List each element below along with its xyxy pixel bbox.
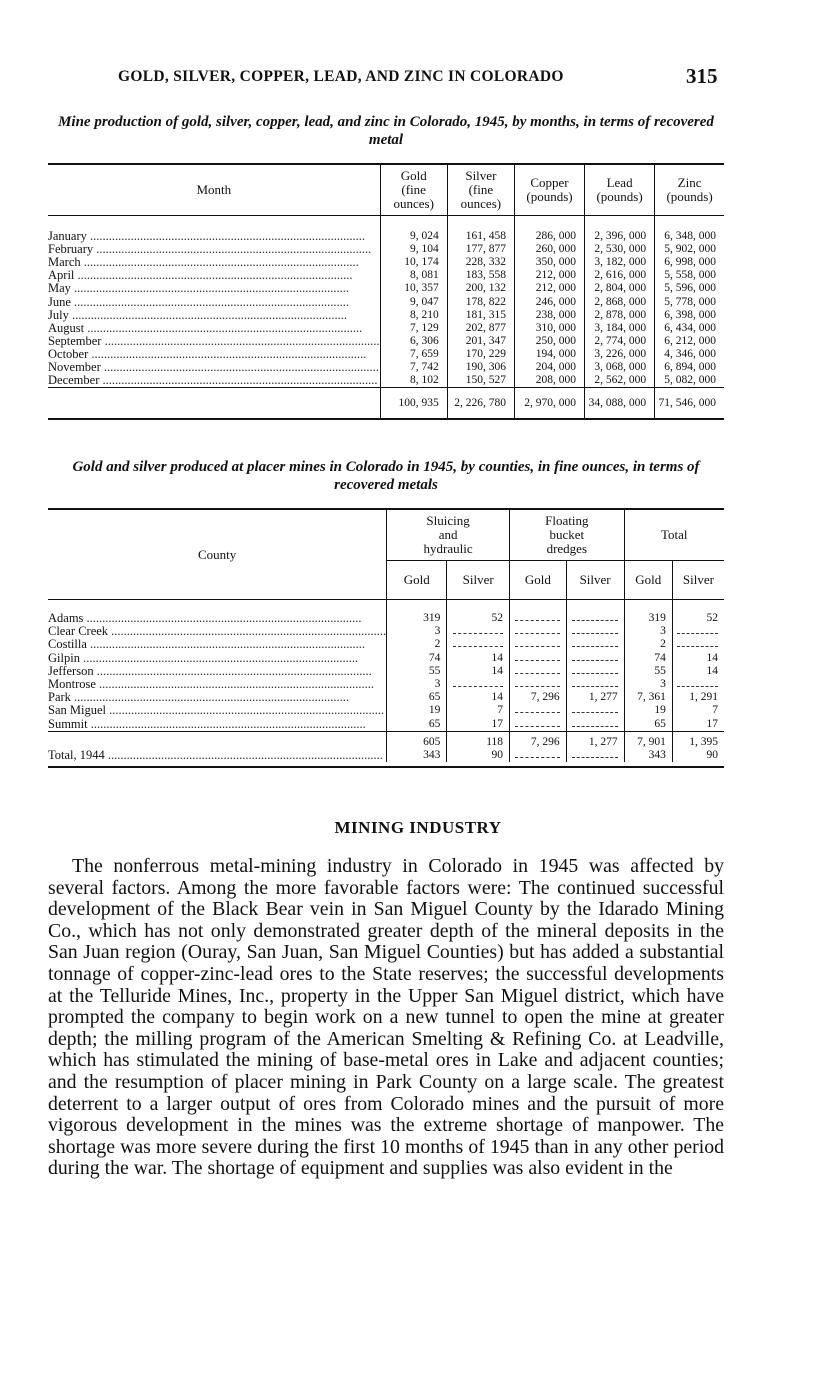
gold-cell: 8, 102 [380, 374, 447, 388]
table1-end-rule [48, 418, 724, 419]
sum-sluicing-gold: 605 [387, 731, 447, 749]
floating-gold-cell [510, 652, 567, 665]
y1944-total-silver: 90 [672, 749, 724, 762]
empty-dash [572, 626, 618, 634]
zinc-cell: 5, 596, 000 [655, 282, 724, 295]
copper-cell: 238, 000 [514, 309, 584, 322]
silver-cell: 200, 132 [447, 282, 514, 295]
sluicing-silver-cell: 17 [447, 718, 510, 732]
gold-cell: 9, 104 [380, 243, 447, 256]
total-header: Total [624, 509, 724, 561]
sluicing-silver-cell: 14 [447, 665, 510, 678]
copper-header: Copper (pounds) [514, 164, 584, 216]
month-row [48, 243, 724, 256]
floating-silver-cell [566, 678, 624, 691]
month-row [48, 348, 724, 361]
empty-dash [572, 666, 618, 674]
zinc-cell: 4, 346, 000 [655, 348, 724, 361]
total-gold: 100, 935 [380, 388, 447, 419]
empty-dash [515, 679, 560, 687]
county-cell: Adams ..... [48, 600, 387, 626]
empty-dash [677, 679, 718, 687]
county-header: County [48, 509, 387, 600]
empty-dash [572, 613, 618, 621]
floating-silver-cell [566, 704, 624, 717]
sum-total-gold: 7, 901 [624, 731, 672, 749]
total-gold-cell: 2 [624, 638, 672, 651]
lead-cell: 2, 396, 000 [585, 216, 655, 244]
copper-cell: 260, 000 [514, 243, 584, 256]
sum-total-silver: 1, 395 [672, 731, 724, 749]
county-cell: Montrose ..... [48, 678, 387, 691]
month-row [48, 322, 724, 335]
floating-silver-cell [566, 718, 624, 732]
floating-gold-cell [510, 704, 567, 717]
floating-silver-cell [566, 638, 624, 651]
empty-dash [677, 639, 718, 647]
gold-cell: 10, 174 [380, 256, 447, 269]
silver-cell: 170, 229 [447, 348, 514, 361]
month-cell: August ..... [48, 322, 380, 335]
sluicing-silver-cell: 14 [447, 652, 510, 665]
sluicing-silver-header: Silver [447, 561, 510, 600]
total-gold-cell: 3 [624, 678, 672, 691]
copper-cell: 246, 000 [514, 295, 584, 308]
gold-header: Gold (fine ounces) [380, 164, 447, 216]
lead-header: Lead (pounds) [585, 164, 655, 216]
section-title: MINING INDUSTRY [334, 818, 502, 837]
empty-dash [515, 705, 560, 713]
floating-gold-cell [510, 638, 567, 651]
copper-cell: 250, 000 [514, 335, 584, 348]
zinc-cell: 5, 082, 000 [655, 374, 724, 388]
total-gold-cell: 19 [624, 704, 672, 717]
sluicing-gold-header: Gold [387, 561, 447, 600]
total-silver: 2, 226, 780 [447, 388, 514, 419]
sluicing-gold-cell: 65 [387, 718, 447, 732]
lead-cell: 2, 804, 000 [585, 282, 655, 295]
zinc-cell: 6, 212, 000 [655, 335, 724, 348]
month-header: Month [48, 164, 380, 216]
empty-dash [453, 626, 503, 634]
month-cell: June ..... [48, 295, 380, 308]
gold-cell: 6, 306 [380, 335, 447, 348]
floating-silver-header: Silver [566, 561, 624, 600]
floating-silver-cell [566, 665, 624, 678]
total-silver-cell: 17 [672, 718, 724, 732]
empty-dash [677, 626, 718, 634]
total-gold-cell: 74 [624, 652, 672, 665]
month-cell: November ..... [48, 361, 380, 374]
county-cell: Clear Creek ..... [48, 625, 387, 638]
empty-dash [572, 679, 618, 687]
month-row [48, 335, 724, 348]
sluicing-gold-cell: 319 [387, 600, 447, 626]
sum-floating-silver: 1, 277 [566, 731, 624, 749]
empty-dash [572, 653, 618, 661]
gold-cell: 8, 210 [380, 309, 447, 322]
county-row [48, 704, 724, 717]
month-cell: December ..... [48, 374, 380, 388]
gold-cell: 7, 742 [380, 361, 447, 374]
total-gold-cell: 3 [624, 625, 672, 638]
silver-cell: 181, 315 [447, 309, 514, 322]
zinc-cell: 6, 998, 000 [655, 256, 724, 269]
county-cell: Costilla ..... [48, 638, 387, 651]
county-cell: Park ..... [48, 691, 387, 704]
month-cell: July ..... [48, 309, 380, 322]
month-row [48, 269, 724, 282]
empty-dash [453, 679, 503, 687]
floating-header: Floating bucket dredges [510, 509, 625, 561]
y1944-sluicing-gold: 343 [387, 749, 447, 762]
sluicing-gold-cell: 19 [387, 704, 447, 717]
floating-gold-cell [510, 678, 567, 691]
gold-cell: 10, 357 [380, 282, 447, 295]
y1944-floating-silver [566, 749, 624, 762]
month-row [48, 295, 724, 308]
running-header-title: GOLD, SILVER, COPPER, LEAD, AND ZINC IN COLORADO [118, 68, 564, 85]
zinc-cell: 6, 348, 000 [655, 216, 724, 244]
lead-cell: 3, 182, 000 [585, 256, 655, 269]
page-number: 315 [686, 64, 718, 88]
month-cell: September ..... [48, 335, 380, 348]
sluicing-silver-cell: 14 [447, 691, 510, 704]
placer-production-table [48, 508, 724, 768]
lead-cell: 2, 868, 000 [585, 295, 655, 308]
sluicing-silver-cell [447, 678, 510, 691]
copper-cell: 212, 000 [514, 282, 584, 295]
y1944-total-gold: 343 [624, 749, 672, 762]
lead-cell: 2, 530, 000 [585, 243, 655, 256]
county-cell: Jefferson ..... [48, 665, 387, 678]
month-cell: May ..... [48, 282, 380, 295]
total-gold-cell: 319 [624, 600, 672, 626]
y1944-floating-gold [510, 749, 567, 762]
sluicing-gold-cell: 3 [387, 678, 447, 691]
zinc-cell: 6, 398, 000 [655, 309, 724, 322]
silver-cell: 177, 877 [447, 243, 514, 256]
total-silver-header: Silver [672, 561, 724, 600]
county-row [48, 625, 724, 638]
month-row [48, 256, 724, 269]
gold-cell: 9, 047 [380, 295, 447, 308]
copper-cell: 310, 000 [514, 322, 584, 335]
empty-dash [515, 639, 560, 647]
floating-gold-header: Gold [510, 561, 567, 600]
total-gold-cell: 7, 361 [624, 691, 672, 704]
sluicing-gold-cell: 2 [387, 638, 447, 651]
gold-cell: 9, 024 [380, 216, 447, 244]
lead-cell: 3, 068, 000 [585, 361, 655, 374]
empty-dash [515, 653, 560, 661]
month-cell: March ..... [48, 256, 380, 269]
silver-cell: 161, 458 [447, 216, 514, 244]
empty-dash [453, 639, 503, 647]
sluicing-header: Sluicing and hydraulic [387, 509, 510, 561]
month-cell: October ..... [48, 348, 380, 361]
sum-floating-gold: 7, 296 [510, 731, 567, 749]
total-1944-label: Total, 1944 ..... [48, 731, 387, 762]
total-silver-cell: 14 [672, 652, 724, 665]
month-row [48, 361, 724, 374]
county-row [48, 652, 724, 665]
silver-cell: 183, 558 [447, 269, 514, 282]
total-copper: 2, 970, 000 [514, 388, 584, 419]
silver-cell: 190, 306 [447, 361, 514, 374]
copper-cell: 350, 000 [514, 256, 584, 269]
county-cell: Gilpin ..... [48, 652, 387, 665]
total-silver-cell [672, 625, 724, 638]
total-silver-cell: 14 [672, 665, 724, 678]
zinc-cell: 6, 434, 000 [655, 322, 724, 335]
sluicing-gold-cell: 65 [387, 691, 447, 704]
county-row [48, 638, 724, 651]
copper-cell: 194, 000 [514, 348, 584, 361]
month-row [48, 374, 724, 388]
silver-cell: 178, 822 [447, 295, 514, 308]
body-paragraph: The nonferrous metal-mining industry in Colorado in 1945 was affected by several factors. Among the more favorable factors were: The continued successful development of the Black Bear vein in San Miguel County by the Idarado Mining Co., which has not only demonstrated greater depth of the mineral deposits in the San Juan region (Ouray, San Juan, San Miguel Counties) but has added a substantial tonnage of copper-zinc-lead ores to the State reserves; the successful developments at the Telluride Mines, Inc., property in the Upper San Miguel district, which have prompted the company to begin work on a new tunnel to open the mine at greater depth; the milling program of the American Smelting & Refining Co. at Leadville, which has stimulated the mining of base-metal ores in Lake and adjacent counties; and the resumption of placer mining in Park County on a large scale. The greatest deterrent to a larger output of ores from Colorado mines and the pursuit of more vigorous development in the mines was the extreme shortage of manpower. The shortage was more severe during the first 10 months of 1945 than in any other period during the war. The shortage of equipment and supplies was also evident in the [48, 855, 724, 1180]
month-cell: January ..... [48, 216, 380, 244]
total-silver-cell: 7 [672, 704, 724, 717]
total-silver-cell [672, 678, 724, 691]
total-gold-header: Gold [624, 561, 672, 600]
table1-caption: Mine production of gold, silver, copper, lead, and zinc in Colorado, 1945, by months, in terms of recovered metal [58, 114, 714, 148]
lead-cell: 2, 616, 000 [585, 269, 655, 282]
lead-cell: 3, 184, 000 [585, 322, 655, 335]
total-silver-cell: 1, 291 [672, 691, 724, 704]
county-row [48, 691, 724, 704]
zinc-cell: 6, 894, 000 [655, 361, 724, 374]
lead-cell: 2, 878, 000 [585, 309, 655, 322]
sluicing-silver-cell: 7 [447, 704, 510, 717]
empty-dash [572, 719, 618, 727]
floating-silver-cell [566, 600, 624, 626]
floating-gold-cell [510, 718, 567, 732]
floating-silver-cell: 1, 277 [566, 691, 624, 704]
sluicing-gold-cell: 55 [387, 665, 447, 678]
total-lead: 34, 088, 000 [585, 388, 655, 419]
sum-sluicing-silver: 118 [447, 731, 510, 749]
zinc-cell: 5, 778, 000 [655, 295, 724, 308]
county-cell: Summit ..... [48, 718, 387, 732]
copper-cell: 212, 000 [514, 269, 584, 282]
copper-cell: 286, 000 [514, 216, 584, 244]
copper-cell: 204, 000 [514, 361, 584, 374]
silver-cell: 202, 877 [447, 322, 514, 335]
zinc-cell: 5, 902, 000 [655, 243, 724, 256]
table2-caption: Gold and silver produced at placer mines in Colorado in 1945, by counties, in fine ounces, in terms of recovered metals [72, 459, 700, 493]
lead-cell: 2, 562, 000 [585, 374, 655, 388]
floating-gold-cell [510, 665, 567, 678]
county-row [48, 665, 724, 678]
total-silver-cell: 52 [672, 600, 724, 626]
floating-gold-cell [510, 600, 567, 626]
sluicing-gold-cell: 3 [387, 625, 447, 638]
sluicing-gold-cell: 74 [387, 652, 447, 665]
empty-dash [572, 639, 618, 647]
county-row [48, 678, 724, 691]
sluicing-silver-cell [447, 638, 510, 651]
sluicing-silver-cell: 52 [447, 600, 510, 626]
silver-header: Silver (fine ounces) [447, 164, 514, 216]
zinc-header: Zinc (pounds) [655, 164, 724, 216]
empty-dash [515, 626, 560, 634]
silver-cell: 150, 527 [447, 374, 514, 388]
copper-cell: 208, 000 [514, 374, 584, 388]
gold-cell: 8, 081 [380, 269, 447, 282]
floating-silver-cell [566, 652, 624, 665]
table2-header-row [48, 509, 724, 561]
month-row [48, 216, 724, 244]
total-label-cell [48, 388, 380, 419]
total-gold-cell: 55 [624, 665, 672, 678]
floating-gold-cell [510, 625, 567, 638]
empty-dash [515, 613, 560, 621]
month-cell: April ..... [48, 269, 380, 282]
table2-end-rule [48, 762, 724, 767]
month-row [48, 282, 724, 295]
floating-gold-cell: 7, 296 [510, 691, 567, 704]
floating-silver-cell [566, 625, 624, 638]
total-gold-cell: 65 [624, 718, 672, 732]
lead-cell: 3, 226, 000 [585, 348, 655, 361]
silver-cell: 228, 332 [447, 256, 514, 269]
empty-dash [515, 719, 560, 727]
monthly-production-table [48, 163, 724, 420]
gold-cell: 7, 659 [380, 348, 447, 361]
county-row [48, 600, 724, 626]
empty-dash [515, 666, 560, 674]
county-row [48, 718, 724, 732]
silver-cell: 201, 347 [447, 335, 514, 348]
table1-header-row [48, 164, 724, 216]
gold-cell: 7, 129 [380, 322, 447, 335]
lead-cell: 2, 774, 000 [585, 335, 655, 348]
table1-total-row [48, 388, 724, 419]
table2-total-row [48, 731, 724, 749]
sluicing-silver-cell [447, 625, 510, 638]
total-silver-cell [672, 638, 724, 651]
y1944-sluicing-silver: 90 [447, 749, 510, 762]
month-cell: February ..... [48, 243, 380, 256]
empty-dash [572, 705, 618, 713]
county-cell: San Miguel ..... [48, 704, 387, 717]
zinc-cell: 5, 558, 000 [655, 269, 724, 282]
total-zinc: 71, 546, 000 [655, 388, 724, 419]
month-row [48, 309, 724, 322]
